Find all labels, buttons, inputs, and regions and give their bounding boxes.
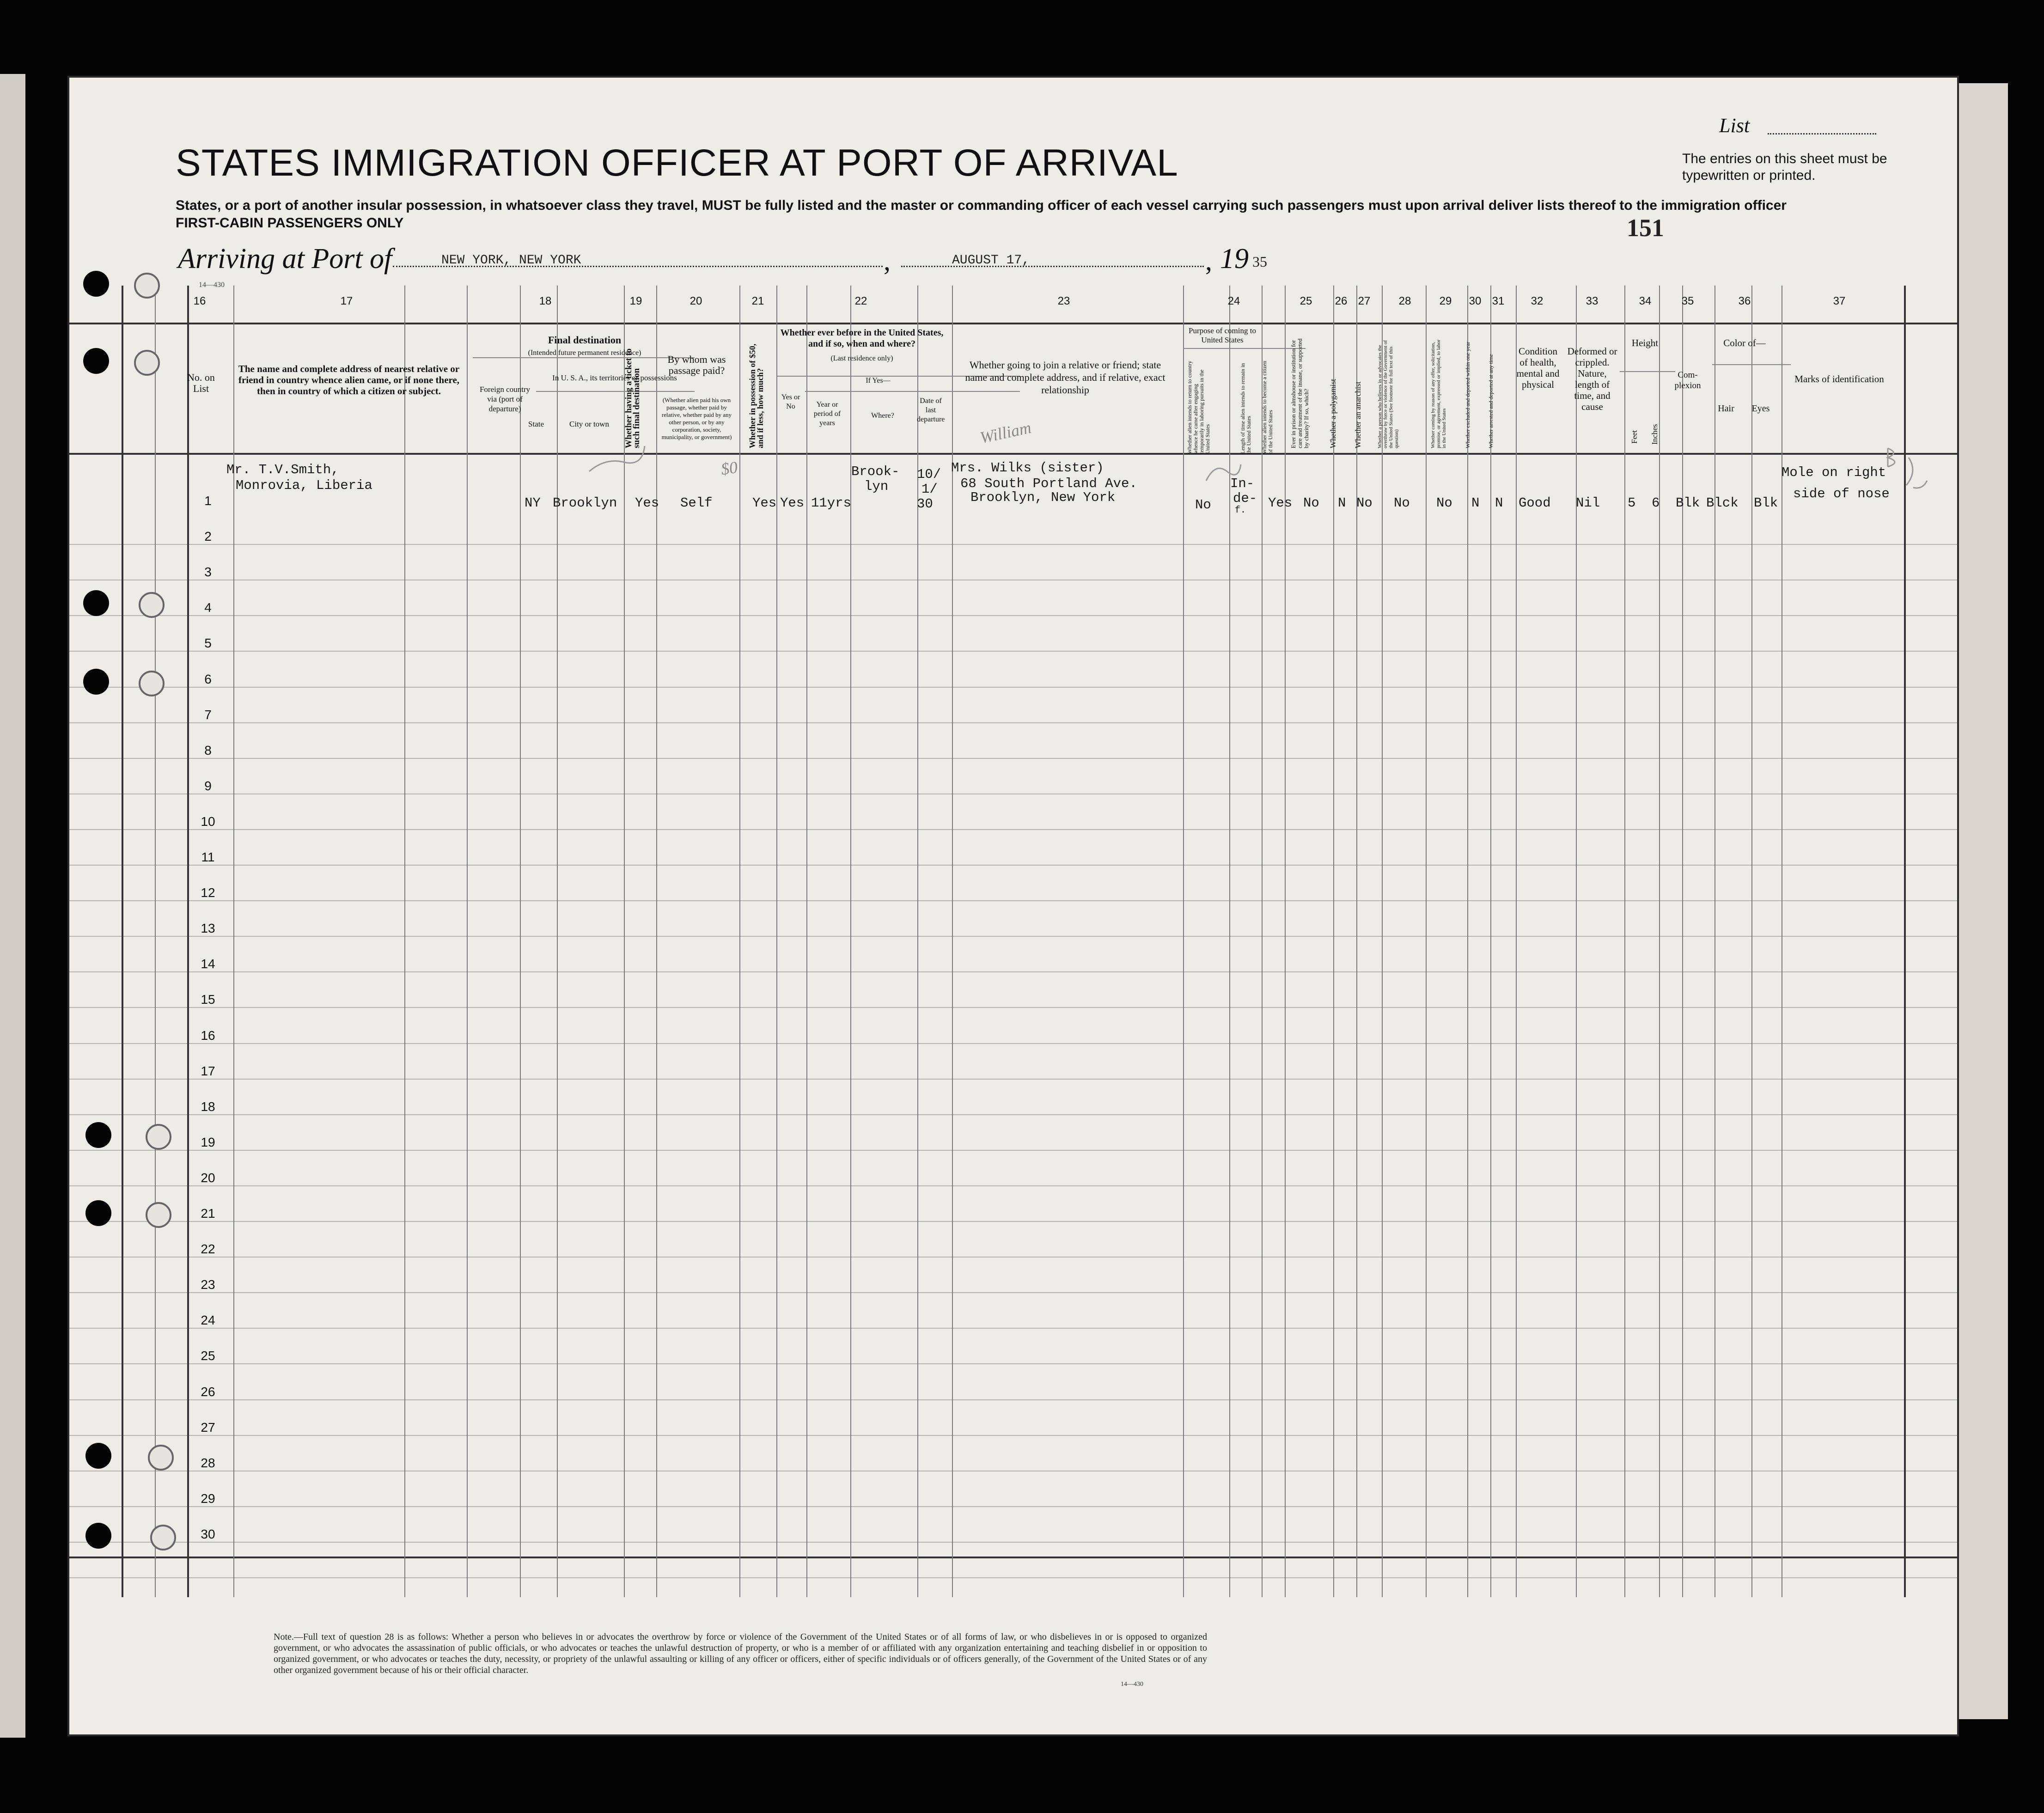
column-rule (1183, 286, 1184, 1597)
column-rule (656, 286, 657, 1597)
row-number: 1 (204, 494, 212, 508)
row-rule (69, 544, 1957, 545)
reinforcement-ring (134, 273, 160, 299)
row-number: 30 (201, 1526, 215, 1541)
row-number: 21 (201, 1206, 215, 1221)
punch-hole (83, 669, 109, 695)
header-before-sub: (Last residence only) (830, 354, 893, 362)
header-city: City or town (569, 420, 609, 428)
column-rule (1382, 286, 1383, 1597)
pencil-margin-note (1881, 444, 1932, 499)
punch-hole (83, 590, 109, 616)
colnum-18: 18 (539, 295, 552, 307)
header-purpose: Purpose of coming to United States (1189, 326, 1256, 344)
header-subrule (1620, 371, 1675, 372)
row-number: 12 (201, 885, 215, 900)
header-purpose-return: Whether alien intends to return to country whence he came after engaging temporarily in laboring pursuits in the United States (1186, 360, 1211, 454)
colnum-30: 30 (1469, 295, 1482, 307)
row-rule (69, 1292, 1957, 1293)
punch-hole (85, 1200, 111, 1226)
header-period: Year or period of years (813, 401, 841, 427)
reinforcement-ring (150, 1525, 176, 1551)
colnum-32: 32 (1531, 295, 1544, 307)
purpose-length-2: de- (1233, 491, 1257, 506)
column-rule (850, 286, 851, 1597)
column-rule (1285, 286, 1286, 1597)
header-color-of: Color of— (1723, 337, 1766, 348)
date-line (901, 266, 1204, 267)
purpose-length-1: In- (1230, 476, 1255, 491)
colnum-20: 20 (689, 295, 702, 307)
column-rule (1682, 286, 1683, 1597)
header-deformed: Deformed or crippled. Nature, length of time, and cause (1567, 346, 1617, 412)
pencil-stroke (587, 444, 647, 476)
table-rule-bottom (69, 1557, 1957, 1558)
row-rule (69, 1399, 1957, 1400)
footnote-form-code: 14—430 (1121, 1681, 1143, 1688)
height-feet: 5 (1628, 495, 1636, 511)
row-number: 13 (201, 921, 215, 936)
reinforcement-ring (146, 1202, 171, 1228)
reinforcement-ring (139, 592, 165, 618)
row-number: 27 (201, 1420, 215, 1435)
header-if-yes: If Yes— (866, 377, 891, 385)
year-suffix: 35 (1252, 253, 1267, 270)
row-rule (69, 1079, 1957, 1080)
deported: N (1495, 495, 1503, 511)
column-rule (1659, 286, 1660, 1597)
comma-separator: , (1205, 245, 1212, 276)
header-passage-paid: By whom was passage paid? (667, 354, 726, 376)
pencil-mark (1202, 458, 1243, 485)
header-no-on-list: No. on List (187, 372, 215, 394)
row-number: 10 (201, 814, 215, 829)
paid-by: Self (680, 495, 713, 511)
header-height: Height (1631, 337, 1659, 348)
punch-hole (83, 348, 109, 374)
header-rule-bottom (69, 453, 1957, 455)
colnum-36: 36 (1738, 295, 1751, 307)
colnum-21: 21 (751, 295, 764, 307)
header-passage-paid-sub: (Whether alien paid his own passage, whether paid by relative, whether paid by any other person, or by any corporation, society, municipality, or government) (661, 397, 732, 440)
handwritten-name: William (978, 418, 1033, 447)
row-number: 15 (201, 992, 215, 1007)
row-number: 6 (204, 671, 212, 686)
row-rule (69, 936, 1957, 937)
colnum-23: 23 (1057, 295, 1070, 307)
purpose-return: No (1195, 497, 1211, 513)
header-join-relative: Whether going to join a relative or friend; state name and complete address, and if relative, exact relationship (965, 359, 1165, 396)
form-code: 14—430 (199, 281, 225, 289)
join-relative-2: 68 South Portland Ave. (960, 476, 1137, 491)
marks-1: Mole on right (1782, 465, 1886, 480)
header-anarchist: Whether an anarchist (1354, 381, 1362, 448)
colnum-35: 35 (1681, 295, 1694, 307)
colnum-37: 37 (1833, 295, 1846, 307)
column-rule (187, 286, 189, 1597)
adjacent-page-edge-right (1952, 83, 2008, 1719)
header-deported: Whether arrested and deported at any time (1488, 354, 1494, 448)
header-hair: Hair (1718, 403, 1734, 414)
row-number: 28 (201, 1455, 215, 1470)
row-rule (69, 1506, 1957, 1507)
before-where-2: lyn (864, 479, 889, 494)
row-rule (69, 1221, 1957, 1222)
health: Good (1519, 495, 1551, 511)
column-rule (1516, 286, 1517, 1597)
colnum-24: 24 (1227, 295, 1240, 307)
header-excluded: Whether excluded and deported within one year (1464, 342, 1471, 448)
adjacent-page-edge-left (0, 74, 25, 1738)
header-overthrow: Whether a person who believes in or advocates the overthrow by force or violence of the Government of the United States (See footnote for full text of this question) (1377, 340, 1399, 448)
row-number: 19 (201, 1135, 215, 1149)
row-number: 18 (201, 1099, 215, 1114)
header-purpose-length: Length of time alien intends to remain in the United States (1239, 363, 1252, 454)
column-rule (806, 286, 807, 1597)
colnum-17: 17 (340, 295, 353, 307)
row-rule (69, 971, 1957, 972)
row-rule (69, 1328, 1957, 1329)
first-cabin-label: FIRST-CABIN PASSENGERS ONLY (176, 215, 404, 231)
header-foreign-country: Foreign country via (port of departure) (479, 385, 531, 413)
header-eyes: Eyes (1751, 403, 1770, 414)
header-subrule (1712, 364, 1791, 365)
colnum-31: 31 (1492, 295, 1505, 307)
punch-hole (83, 271, 109, 297)
column-rule (233, 286, 234, 1597)
column-rule (739, 286, 740, 1597)
typewritten-note: The entries on this sheet must be typewritten or printed. (1682, 151, 1887, 183)
row-rule (69, 687, 1957, 688)
row-number: 14 (201, 957, 215, 971)
row-number: 22 (201, 1242, 215, 1257)
join-relative-1: Mrs. Wilks (sister) (951, 460, 1104, 476)
row-number: 26 (201, 1384, 215, 1399)
header-where: Where? (871, 412, 894, 420)
column-rule (467, 286, 468, 1597)
row-rule (69, 1007, 1957, 1008)
relative-address: Monrovia, Liberia (236, 478, 372, 493)
row-rule (69, 1185, 1957, 1186)
before-yes-no: Yes (780, 495, 805, 511)
column-rule (1624, 286, 1625, 1597)
column-rule (952, 286, 953, 1597)
header-prison: Ever in prison or almshouse or institution for care and treatment of the insane, or supported by charity? If so, which? (1290, 338, 1310, 448)
overthrow: No (1394, 495, 1410, 511)
anarchist: No (1356, 495, 1373, 511)
join-relative-3: Brooklyn, New York (970, 490, 1116, 505)
row-rule (69, 1257, 1957, 1258)
has-fifty: Yes (752, 495, 777, 511)
row-rule (69, 1363, 1957, 1364)
has-ticket: Yes (635, 495, 659, 511)
purpose-citizen: Yes (1268, 495, 1293, 511)
header-labor: Whether coming by reason of any offer, solicitation, promise, or agreement, expressed or implied, to labor in the United States (1430, 339, 1447, 448)
list-label: List (1719, 114, 1750, 137)
footnote-question-28: Note.—Full text of question 28 is as follows: Whether a person who believes in or advocates the overthrow by force or violence of the Government of the United States or of all forms of law, or who disbelieves in or is opposed to organized government, or who advocates the assassination of public officials, or who advocates or teaches the unlawful destruction of property, or who is a member of or affiliated with any organization entertaining and teaching disbelief in or opposition to organized government, or who advocates or teaches the duty, necessity, or propriety of the unlawful assaulting or killing of any officer or officers, either of specific individuals or of officers generally, of the Government of the United States or of any other organized government because of his or their official character. (274, 1632, 1207, 1675)
colnum-19: 19 (629, 295, 642, 307)
reinforcement-ring (148, 1445, 174, 1471)
header-feet: Feet (1630, 430, 1639, 444)
header-departure: Date of last departure (917, 397, 945, 423)
comma-separator: , (884, 245, 891, 276)
header-polygamist: Whether a polygamist (1329, 378, 1337, 448)
header-purpose-citizen: Whether alien intends to become a citizen of the United States (1261, 360, 1274, 454)
column-rule (1576, 286, 1577, 1597)
header-fifty-dollars: Whether in possession of $50, and if less, how much? (748, 343, 765, 448)
column-rule (520, 286, 521, 1597)
row-rule (69, 1043, 1957, 1044)
row-number: 2 (204, 529, 212, 544)
row-rule (69, 722, 1957, 723)
row-number: 25 (201, 1349, 215, 1363)
column-rule (1426, 286, 1427, 1597)
excluded: N (1471, 495, 1480, 511)
punch-hole (85, 1523, 111, 1549)
row-rule (69, 900, 1957, 901)
header-nearest-relative: The name and complete address of nearest relative or friend in country whence alien came, or if none there, then in country of which a citizen or subject. (238, 363, 460, 397)
prison: No (1303, 495, 1319, 511)
row-number: 8 (204, 743, 212, 757)
colnum-33: 33 (1586, 295, 1599, 307)
column-rule (122, 286, 123, 1597)
row-number: 29 (201, 1491, 215, 1506)
row-rule (69, 1150, 1957, 1151)
header-subrule (536, 391, 695, 392)
header-before-in-us: Whether ever before in the United States, and if so, when and where? (780, 328, 944, 349)
header-final-destination-sub: (Intended future permanent residence) (528, 349, 641, 357)
column-rule (1467, 286, 1468, 1597)
colnum-29: 29 (1439, 295, 1452, 307)
departure-date-2: 1/ (921, 482, 938, 497)
header-subrule (1183, 348, 1306, 349)
before-period: 11yrs (811, 495, 852, 511)
row-number: 16 (201, 1028, 215, 1043)
dest-state: NY (525, 495, 541, 511)
column-rule (155, 286, 156, 1597)
row-rule (69, 829, 1957, 830)
year-prefix: 19 (1220, 243, 1249, 275)
row-number: 5 (204, 636, 212, 651)
purpose-length-3: f. (1235, 505, 1246, 516)
arriving-label: Arriving at Port of (178, 243, 392, 275)
port-value: NEW YORK, NEW YORK (441, 253, 581, 268)
arrival-date: AUGUST 17, (952, 253, 1030, 268)
column-rule (1333, 286, 1334, 1597)
row-rule (69, 1435, 1957, 1436)
colnum-22: 22 (854, 295, 867, 307)
colnum-28: 28 (1398, 295, 1411, 307)
row-rule (69, 651, 1957, 652)
row-rule (69, 1542, 1957, 1543)
punch-hole (85, 1122, 111, 1148)
header-yes-no: Yes or No (781, 393, 800, 410)
row-rule (69, 865, 1957, 866)
column-rule (776, 286, 777, 1597)
eye-color: Blk (1754, 495, 1778, 511)
column-rule (1262, 286, 1263, 1597)
row-number: 20 (201, 1170, 215, 1185)
row-number: 11 (201, 850, 215, 864)
form-title: STATES IMMIGRATION OFFICER AT PORT OF ARRIVAL (176, 142, 1178, 184)
header-final-destination: Final destination (548, 334, 622, 346)
colnum-34: 34 (1639, 295, 1652, 307)
departure-date-1: 10/ (917, 467, 941, 482)
relative-name: Mr. T.V.Smith, (226, 462, 339, 477)
hair-color: Blck (1706, 495, 1739, 511)
labor: No (1436, 495, 1452, 511)
list-number-line (1768, 133, 1876, 134)
row-rule (69, 758, 1957, 759)
header-ticket: Whether having a ticket to such final destination (624, 348, 641, 448)
complexion: Blk (1676, 495, 1700, 511)
reinforcement-ring (146, 1124, 171, 1150)
row-rule (69, 1114, 1957, 1115)
header-rule-top (69, 323, 1957, 324)
colnum-25: 25 (1300, 295, 1312, 307)
header-marks: Marks of identification (1794, 373, 1884, 385)
row-number: 7 (204, 707, 212, 722)
column-rule (404, 286, 405, 1597)
dest-city: Brooklyn (553, 495, 617, 511)
form-subtitle: States, or a port of another insular possession, in whatsoever class they travel, MUST be fully listed and the master or commanding officer of each vessel carrying such passengers must upon arrival deliver lists thereof to the immigration officer (176, 198, 1787, 213)
header-inches: Inches (1650, 424, 1659, 445)
row-number: 9 (204, 778, 212, 793)
header-in-usa: In U. S. A., its territories or possessions (552, 373, 677, 382)
polygamist: N (1338, 495, 1346, 511)
colnum-26: 26 (1335, 295, 1348, 307)
header-complexion: Com-plexion (1674, 370, 1701, 391)
column-rule (1751, 286, 1752, 1597)
reinforcement-ring (134, 350, 160, 376)
before-where-1: Brook- (851, 464, 900, 479)
column-rule (557, 286, 558, 1597)
departure-date-3: 30 (917, 496, 933, 512)
colnum-16: 16 (193, 295, 206, 307)
header-state: State (528, 420, 544, 428)
row-rule (69, 1577, 1957, 1578)
reinforcement-ring (139, 671, 165, 696)
row-number: 17 (201, 1063, 215, 1078)
row-rule (69, 615, 1957, 616)
column-rule (1490, 286, 1491, 1597)
row-number: 3 (204, 565, 212, 580)
height-inches: 6 (1652, 495, 1660, 511)
row-number: 24 (201, 1313, 215, 1328)
colnum-27: 27 (1358, 295, 1371, 307)
deformed: Nil (1576, 495, 1600, 511)
row-number: 4 (204, 600, 212, 615)
column-rule (624, 286, 625, 1597)
page-number: 151 (1627, 214, 1664, 242)
row-number: 23 (201, 1277, 215, 1292)
marks-2: side of nose (1793, 486, 1890, 501)
handwritten-amount: $0 (720, 458, 739, 479)
punch-hole (85, 1443, 111, 1469)
column-rule (1356, 286, 1357, 1597)
header-health: Condition of health, mental and physical (1516, 346, 1560, 390)
